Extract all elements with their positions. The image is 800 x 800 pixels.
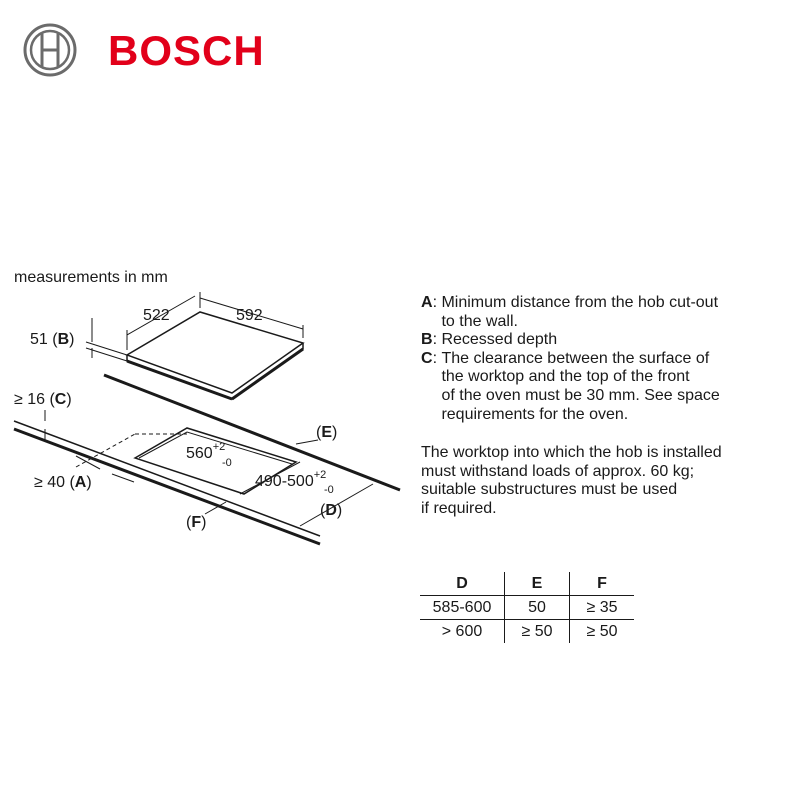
hob-depth-label: 522: [143, 307, 170, 324]
note-line: The worktop into which the hob is installed: [421, 444, 722, 461]
header-f: F: [570, 572, 635, 596]
clearance-table: [420, 572, 634, 643]
a-label: ≥ 40 (A): [34, 474, 92, 491]
d-label: (D): [320, 502, 343, 519]
hob-top-surface: [127, 312, 303, 393]
legend-line: The clearance between the surface of: [441, 349, 710, 367]
legend-key: A: [421, 294, 433, 311]
legend-item-b: B : Recessed depth: [421, 331, 558, 349]
cutout-width-label: $560^{+2}$: [186, 441, 226, 462]
legend-key: B: [421, 331, 433, 349]
units-caption: measurements in mm: [14, 269, 168, 286]
legend-item-a: A : Minimum distance from the hob cut-out to the wall.: [421, 294, 719, 330]
b-label: 51 (B): [30, 331, 75, 348]
cutout-depth-label: $490-500^{+2}$: [255, 469, 327, 490]
table-cell: > 600: [441, 622, 483, 640]
b-dimension: [86, 318, 127, 361]
table-cell: ≥ 50: [505, 620, 570, 644]
table-cell: ≥ 35: [570, 596, 635, 620]
legend-line: the worktop and the top of the front: [441, 368, 690, 386]
f-label: (F): [186, 514, 207, 531]
legend-line: requirements for the oven.: [441, 405, 629, 423]
legend-key: C: [421, 349, 433, 367]
legend-line: Minimum distance from the hob cut-out: [441, 294, 719, 311]
note-line: suitable substructures must be used: [421, 481, 678, 499]
brand-name: BOSCH: [108, 27, 265, 74]
cutout-width-tolerance-minus: -0: [222, 457, 232, 469]
legend-item-c: C : The clearance between the surface of the worktop and the top of the front of the oven must be 30 mm. See space requirements for the oven.: [421, 349, 720, 423]
legend-line: Recessed depth: [441, 331, 558, 349]
table-header-row: [420, 572, 634, 596]
legend-text: [441, 350, 719, 424]
note-line: if required.: [421, 499, 497, 517]
hob-width-label: 592: [236, 307, 263, 324]
cutout-depth-tolerance-minus: -0: [324, 484, 334, 496]
e-label: (E): [316, 424, 338, 441]
legend-line: to the wall.: [441, 312, 518, 330]
wall-line: [104, 375, 400, 490]
note-line: must withstand loads of approx. 60 kg;: [421, 462, 695, 480]
load-note: [421, 444, 791, 518]
legend: [421, 294, 791, 424]
table-row: [420, 620, 634, 644]
hob-drawing: [127, 312, 303, 399]
table-cell: 585-600: [420, 596, 505, 620]
legend-text: [441, 331, 557, 350]
legend-line: of the oven must be 30 mm. See space: [441, 386, 720, 404]
table-cell: 50: [505, 596, 570, 620]
header-d: D: [420, 572, 505, 596]
table-row: [420, 596, 634, 620]
table-cell: ≥ 50: [586, 622, 618, 640]
c-label: ≥ 16 (C): [14, 391, 72, 408]
legend-text: [441, 294, 718, 331]
header-e: E: [505, 572, 570, 596]
